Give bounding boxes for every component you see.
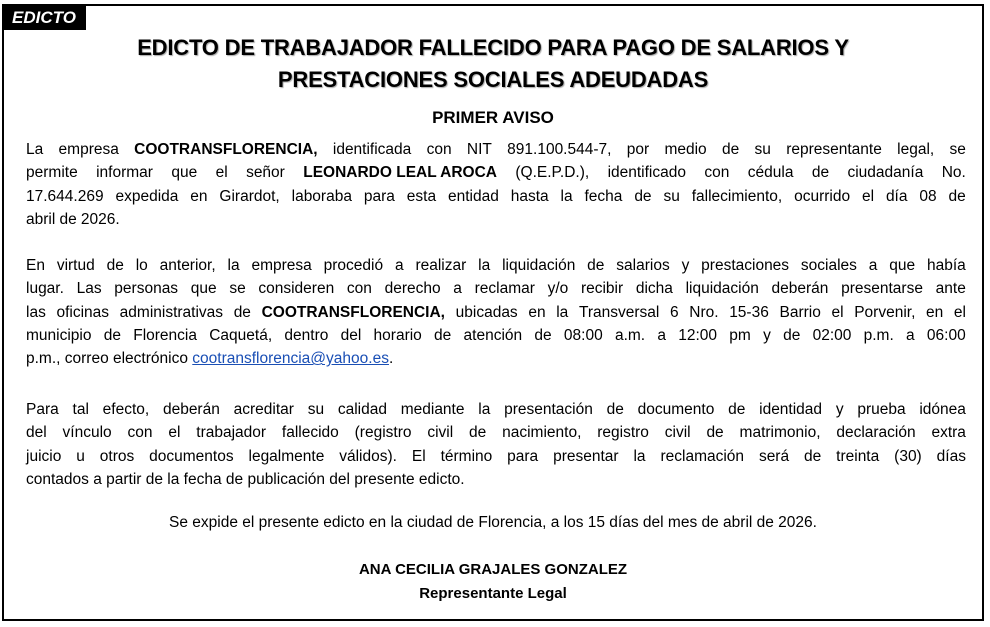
word: lo: [135, 257, 148, 274]
word: en: [528, 303, 546, 321]
word: Transversal: [578, 303, 660, 321]
word: mediante: [400, 401, 465, 418]
word: por: [626, 141, 650, 158]
word: 06:00: [926, 326, 966, 344]
word: realizar: [415, 257, 467, 274]
word: En: [26, 257, 45, 274]
word: para: [507, 447, 539, 465]
word: la: [478, 401, 491, 418]
word: a: [657, 326, 666, 344]
word: La: [26, 141, 44, 158]
word: calidad: [337, 401, 387, 418]
word: de: [948, 187, 966, 205]
word: reclamación: [660, 447, 745, 465]
word: 08: [919, 187, 937, 205]
paragraph-2-line-5-suffix: .: [388, 350, 394, 368]
word: la: [560, 187, 573, 205]
paragraph-2-line: [26, 347, 966, 370]
word: del: [26, 424, 47, 442]
word: Nro.: [689, 303, 719, 321]
word: liquidación: [502, 257, 576, 274]
word: y: [763, 326, 771, 344]
word: que: [889, 257, 916, 274]
word: No.: [941, 164, 966, 182]
word: matrimonio,: [739, 424, 821, 442]
word: El: [411, 447, 426, 465]
word: de: [59, 210, 77, 228]
word: de: [634, 187, 652, 205]
email-link[interactable]: cootransflorencia@yahoo.es: [192, 350, 389, 368]
word: salarios: [616, 257, 670, 274]
paragraph-2-line: [26, 301, 966, 324]
word: 2026.: [80, 210, 120, 228]
word: pm: [729, 326, 751, 344]
word: tal: [72, 401, 89, 418]
word: empresa: [251, 257, 312, 274]
word: a: [453, 280, 462, 298]
word: laboraba: [291, 187, 352, 205]
word: ciudadanía: [847, 164, 924, 182]
word: Caquetá,: [209, 326, 273, 344]
word: esta: [406, 187, 437, 205]
edict-subtitle: PRIMER AVISO: [432, 108, 554, 127]
word: Barrio: [779, 303, 821, 321]
word: y/o: [547, 280, 569, 298]
word: procedió: [323, 257, 384, 274]
word: civil: [427, 424, 454, 442]
word: a: [906, 326, 915, 344]
word: recibir: [580, 280, 624, 298]
word: el: [215, 164, 228, 182]
word: derecho: [384, 280, 441, 298]
word: informar: [96, 164, 153, 182]
word: la: [227, 257, 240, 274]
word: con: [426, 141, 452, 158]
word: de: [587, 257, 605, 274]
word: legalmente: [248, 447, 325, 465]
word: abril: [26, 210, 56, 228]
word: de: [706, 424, 724, 442]
paragraph-3-line-4: contados a partir de la fecha de publicación del presente edicto.: [26, 470, 465, 488]
paragraph-1-line: [26, 161, 966, 184]
word: ubicadas: [455, 303, 518, 321]
word: 08:00: [563, 326, 603, 344]
word: civil: [664, 424, 691, 442]
word: 12:00: [678, 326, 718, 344]
word: que: [190, 280, 217, 298]
word: se: [949, 141, 966, 158]
word: LEONARDO LEAL AROCA: [303, 164, 497, 182]
word: día: [885, 187, 908, 205]
word: legal,: [897, 141, 935, 158]
word: de: [811, 164, 830, 182]
word: efecto,: [102, 401, 150, 418]
word: Florencia: [133, 326, 197, 344]
word: horario: [373, 326, 422, 344]
word: su: [663, 187, 680, 205]
word: registro: [597, 424, 649, 442]
edict-tag: EDICTO: [4, 6, 86, 30]
word: de: [103, 326, 121, 344]
word: se: [229, 280, 246, 298]
edict-title-line-1: EDICTO DE TRABAJADOR FALLECIDO PARA PAGO DE SALARIOS Y: [137, 35, 849, 60]
word: juicio: [26, 447, 62, 465]
word: cédula: [747, 164, 794, 182]
word: p.m.: [863, 326, 894, 344]
word: (30): [894, 447, 922, 465]
word: con: [346, 280, 372, 298]
paragraph-3-line: [26, 398, 966, 421]
word: virtud: [56, 257, 95, 274]
word: presentarse: [841, 280, 923, 298]
word: documento: [637, 401, 715, 418]
word: expedida: [115, 187, 179, 205]
word: declaración: [836, 424, 916, 442]
paragraph-3-line: [26, 421, 966, 444]
word: 17.644.269: [26, 187, 104, 205]
word: deberán: [771, 280, 829, 298]
word: para: [363, 187, 395, 205]
word: permite: [26, 164, 78, 182]
word: identificada: [332, 141, 412, 158]
word: las: [26, 303, 46, 321]
word: atención: [463, 326, 523, 344]
word: de: [728, 401, 746, 418]
word: documentos: [149, 447, 234, 465]
paragraph-1-line: [26, 185, 966, 208]
word: con: [704, 164, 730, 182]
word: de: [434, 326, 452, 344]
word: ocurrido: [794, 187, 851, 205]
word: medio: [664, 141, 707, 158]
word: personas: [114, 280, 179, 298]
word: días: [936, 447, 966, 465]
edict-title-line-2: PRESTACIONES SOCIALES ADEUDADAS: [277, 67, 709, 92]
word: fecha: [584, 187, 623, 205]
word: NIT: [466, 141, 492, 158]
word: 02:00: [812, 326, 852, 344]
word: la: [478, 257, 491, 274]
word: de: [804, 447, 822, 465]
word: su: [307, 401, 325, 418]
word: 15-36: [729, 303, 769, 321]
paragraph-3: [26, 398, 966, 491]
word: trabajador: [196, 424, 267, 442]
word: presentar: [553, 447, 619, 465]
word: otros: [99, 447, 135, 465]
word: representante: [786, 141, 882, 158]
word: que: [171, 164, 198, 182]
word: Para: [26, 401, 59, 418]
word: de: [783, 326, 801, 344]
word: ante: [935, 280, 966, 298]
word: u: [76, 447, 85, 465]
word: treinta: [836, 447, 880, 465]
word: administrativas: [119, 303, 224, 321]
signature-role: Representante Legal: [419, 585, 567, 602]
word: la: [633, 447, 646, 465]
word: a: [868, 257, 878, 274]
word: Porvenir,: [854, 303, 916, 321]
word: 891.100.544-7,: [507, 141, 612, 158]
word: deberán: [162, 401, 220, 418]
paragraph-3-line: [26, 445, 966, 468]
word: consideren: [258, 280, 335, 298]
word: liquidación: [685, 280, 759, 298]
word: extra: [931, 424, 966, 442]
word: oficinas: [56, 303, 110, 321]
word: y: [681, 257, 690, 274]
word: (registro: [354, 424, 412, 442]
word: empresa: [58, 141, 119, 158]
edict-frame: [2, 4, 984, 621]
word: sociales: [800, 257, 857, 274]
word: fallecimiento,: [691, 187, 783, 205]
word: el: [953, 303, 966, 321]
edict-title: [44, 32, 942, 96]
word: acreditar: [233, 401, 294, 418]
word: lugar.: [26, 280, 64, 298]
word: Girardot,: [219, 187, 280, 205]
paragraph-1-line: [26, 208, 966, 231]
word: de: [106, 257, 124, 274]
word: municipio: [26, 326, 92, 344]
word: de: [721, 141, 740, 158]
paragraph-2-line: [26, 254, 966, 277]
word: reclamar: [474, 280, 535, 298]
word: fallecido: [281, 424, 339, 442]
word: prueba: [857, 401, 906, 418]
word: con: [127, 424, 153, 442]
word: anterior,: [159, 257, 216, 274]
word: idónea: [919, 401, 966, 418]
word: a: [394, 257, 404, 274]
word: en: [926, 303, 944, 321]
word: había: [927, 257, 966, 274]
word: señor: [246, 164, 285, 182]
word: presentación: [504, 401, 593, 418]
word: 6: [669, 303, 679, 321]
word: el: [831, 303, 844, 321]
word: (Q.E.P.D.),: [515, 164, 590, 182]
word: de: [606, 401, 624, 418]
closing-line: Se expide el presente edicto en la ciudad de Florencia, a los 15 días del mes de abril de 2026.: [169, 514, 817, 531]
word: vínculo: [62, 424, 112, 442]
paragraph-2-line: [26, 277, 966, 300]
word: COOTRANSFLORENCIA,: [134, 141, 318, 158]
word: a.m.: [614, 326, 646, 344]
paragraph-3-line: [26, 468, 966, 491]
word: identidad: [759, 401, 823, 418]
word: término: [440, 447, 493, 465]
paragraph-2-line-5-prefix: p.m., correo electrónico: [26, 350, 193, 368]
paragraph-2-line: [26, 324, 966, 347]
word: en: [190, 187, 208, 205]
word: el: [861, 187, 875, 205]
word: identificado: [607, 164, 686, 182]
word: la: [556, 303, 569, 321]
word: del: [340, 326, 362, 344]
word: de: [534, 326, 552, 344]
word: de: [233, 303, 251, 321]
word: el: [168, 424, 181, 442]
paragraph-1: [26, 138, 966, 231]
word: dicha: [635, 280, 673, 298]
word: hasta: [510, 187, 549, 205]
word: COOTRANSFLORENCIA,: [261, 303, 445, 321]
signature-name: ANA CECILIA GRAJALES GONZALEZ: [358, 561, 628, 578]
word: y: [835, 401, 844, 418]
word: prestaciones: [701, 257, 790, 274]
word: entidad: [447, 187, 499, 205]
word: será: [758, 447, 790, 465]
paragraph-2: [26, 254, 966, 370]
word: dentro: [284, 326, 329, 344]
word: válidos).: [339, 447, 397, 465]
word: Las: [76, 280, 102, 298]
word: su: [754, 141, 771, 158]
word: nacimiento,: [502, 424, 582, 442]
word: de: [469, 424, 487, 442]
paragraph-1-line: [26, 138, 966, 161]
